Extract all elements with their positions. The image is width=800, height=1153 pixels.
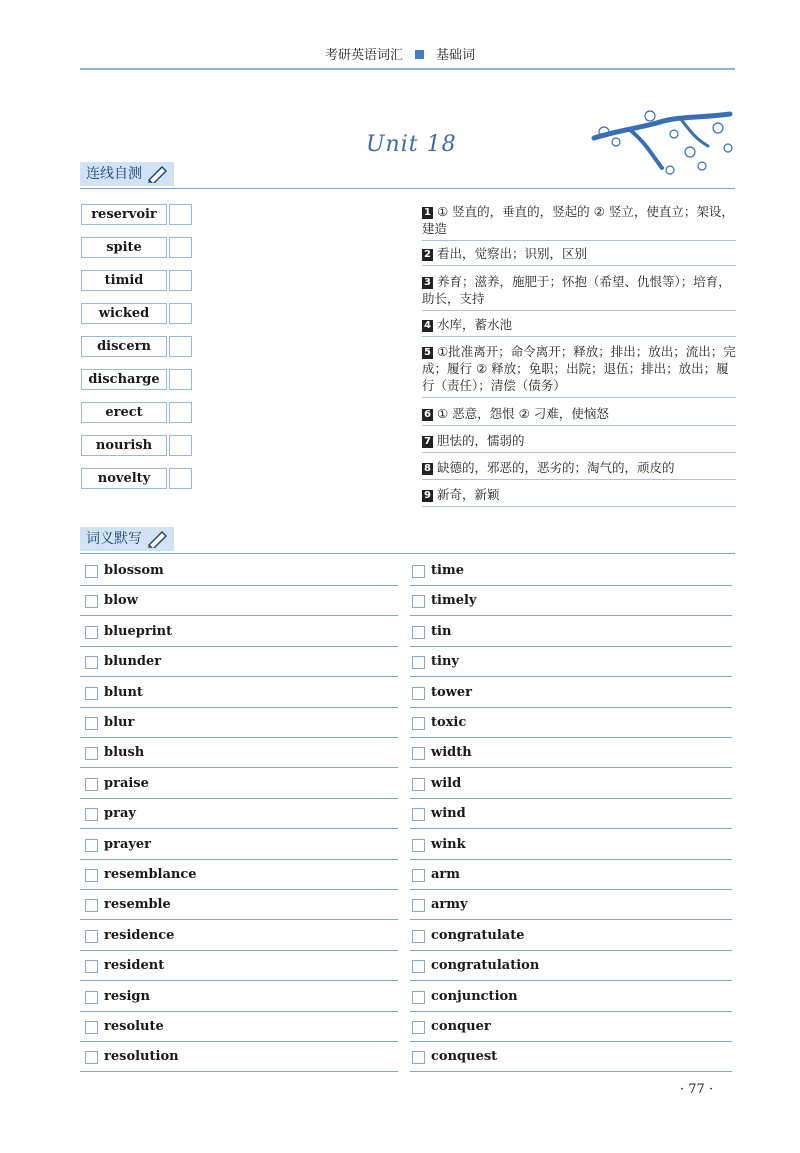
checkbox[interactable] bbox=[85, 808, 98, 821]
row-rule bbox=[410, 615, 732, 616]
dictation-item bbox=[85, 837, 151, 853]
dictation-word: congratulation bbox=[431, 958, 540, 973]
row-rule bbox=[410, 859, 732, 860]
definition-number: 8 bbox=[422, 463, 433, 475]
match-section-title: 连线自测 bbox=[86, 166, 142, 182]
row-rule bbox=[80, 859, 398, 860]
checkbox[interactable] bbox=[412, 778, 425, 791]
match-word-box: wicked bbox=[81, 303, 167, 324]
row-rule bbox=[410, 950, 732, 951]
definition-text: ① 竖直的，垂直的，竖起的 ② 竖立，使直立；架设，建造 bbox=[422, 204, 734, 236]
definition-number: 2 bbox=[422, 249, 433, 261]
dictation-word: tin bbox=[431, 624, 452, 639]
checkbox[interactable] bbox=[412, 839, 425, 852]
definition-text: 养育；滋养，施肥于；怀抱（希望、仇恨等）；培育，助长，支持 bbox=[422, 274, 731, 306]
row-rule bbox=[410, 676, 732, 677]
match-word-box: discharge bbox=[81, 369, 167, 390]
dictation-word: conquer bbox=[431, 1019, 491, 1034]
running-header bbox=[0, 44, 800, 63]
definition-text: 缺德的，邪恶的，恶劣的；淘气的，顽皮的 bbox=[437, 460, 675, 475]
checkbox[interactable] bbox=[412, 747, 425, 760]
checkbox[interactable] bbox=[412, 1021, 425, 1034]
dictation-word: wild bbox=[431, 776, 462, 791]
dictation-item bbox=[85, 867, 197, 883]
match-section-rule bbox=[80, 188, 735, 189]
dictation-item bbox=[412, 989, 518, 1005]
definition-number: 1 bbox=[422, 207, 433, 219]
checkbox[interactable] bbox=[85, 747, 98, 760]
dictation-item bbox=[85, 897, 171, 913]
match-answer-box[interactable] bbox=[169, 204, 192, 225]
checkbox[interactable] bbox=[412, 1051, 425, 1064]
dictation-word: resemblance bbox=[104, 867, 197, 882]
row-rule bbox=[410, 1011, 732, 1012]
checkbox[interactable] bbox=[85, 1021, 98, 1034]
match-word-box: novelty bbox=[81, 468, 167, 489]
match-answer-box[interactable] bbox=[169, 402, 192, 423]
plum-branch-icon bbox=[590, 108, 740, 180]
definition-number: 7 bbox=[422, 436, 433, 448]
dictation-item bbox=[85, 958, 164, 974]
row-rule bbox=[80, 919, 398, 920]
definition-item bbox=[422, 432, 736, 453]
definition-number: 9 bbox=[422, 490, 433, 502]
definition-item bbox=[422, 486, 736, 507]
row-rule bbox=[410, 737, 732, 738]
row-rule bbox=[80, 707, 398, 708]
checkbox[interactable] bbox=[85, 595, 98, 608]
checkbox[interactable] bbox=[85, 869, 98, 882]
checkbox[interactable] bbox=[412, 656, 425, 669]
dictation-word: blow bbox=[104, 593, 138, 608]
definition-text: 胆怯的，懦弱的 bbox=[437, 433, 525, 448]
checkbox[interactable] bbox=[412, 626, 425, 639]
dictation-item bbox=[412, 776, 461, 792]
section-label: 基础词 bbox=[436, 48, 476, 63]
dictation-word: wink bbox=[431, 837, 466, 852]
dictation-item bbox=[85, 1019, 164, 1035]
dictation-item bbox=[85, 685, 143, 701]
dictation-item bbox=[412, 928, 525, 944]
dictation-item bbox=[85, 989, 150, 1005]
dictation-word: conjunction bbox=[431, 989, 518, 1004]
book-title: 考研英语词汇 bbox=[324, 48, 403, 63]
dictation-word: congratulate bbox=[431, 928, 525, 943]
dictation-item bbox=[412, 624, 451, 640]
row-rule bbox=[80, 1041, 398, 1042]
square-bullet-icon bbox=[415, 50, 424, 59]
checkbox[interactable] bbox=[85, 778, 98, 791]
definition-item bbox=[422, 203, 736, 241]
row-rule bbox=[410, 767, 732, 768]
checkbox[interactable] bbox=[85, 1051, 98, 1064]
pencil-icon bbox=[146, 530, 168, 548]
dictation-word: blossom bbox=[104, 563, 164, 578]
dictation-item bbox=[412, 867, 460, 883]
dictation-word: tower bbox=[431, 685, 472, 700]
checkbox[interactable] bbox=[412, 565, 425, 578]
row-rule bbox=[80, 767, 398, 768]
dictation-item bbox=[85, 928, 174, 944]
dictation-item bbox=[85, 1049, 179, 1065]
match-word-box: discern bbox=[81, 336, 167, 357]
row-rule bbox=[80, 737, 398, 738]
dictation-item bbox=[412, 897, 468, 913]
dictation-section-tag bbox=[80, 527, 174, 551]
definition-text: 看出，觉察出；识别，区别 bbox=[437, 246, 588, 261]
checkbox[interactable] bbox=[85, 687, 98, 700]
checkbox[interactable] bbox=[412, 717, 425, 730]
dictation-item bbox=[85, 593, 138, 609]
dictation-item bbox=[412, 715, 466, 731]
dictation-item bbox=[85, 563, 164, 579]
row-rule bbox=[410, 828, 732, 829]
checkbox[interactable] bbox=[85, 991, 98, 1004]
checkbox[interactable] bbox=[85, 656, 98, 669]
checkbox[interactable] bbox=[412, 991, 425, 1004]
dictation-section-rule bbox=[80, 553, 735, 554]
dictation-word: resident bbox=[104, 958, 165, 973]
definition-number: 5 bbox=[422, 347, 433, 359]
match-word-box: erect bbox=[81, 402, 167, 423]
match-section-tag bbox=[80, 162, 174, 186]
checkbox[interactable] bbox=[85, 899, 98, 912]
dictation-word: praise bbox=[104, 776, 149, 791]
dictation-item bbox=[412, 745, 472, 761]
dictation-item bbox=[85, 806, 136, 822]
checkbox[interactable] bbox=[412, 869, 425, 882]
dictation-item bbox=[412, 1019, 491, 1035]
match-answer-box[interactable] bbox=[169, 435, 192, 456]
definition-text: ①批准离开；命令离开；释放；排出；放出；流出；完成；履行 ② 释放；免职；出院；退伍；排出；放出；履行（责任）；清偿（债务） bbox=[422, 344, 736, 393]
checkbox[interactable] bbox=[85, 839, 98, 852]
dictation-word: resign bbox=[104, 989, 150, 1004]
dictation-item bbox=[412, 806, 466, 822]
dictation-word: tiny bbox=[431, 654, 459, 669]
match-answer-box[interactable] bbox=[169, 303, 192, 324]
checkbox[interactable] bbox=[412, 595, 425, 608]
row-rule bbox=[410, 646, 732, 647]
row-rule bbox=[80, 1011, 398, 1012]
checkbox[interactable] bbox=[85, 717, 98, 730]
definition-item bbox=[422, 273, 736, 311]
dictation-word: width bbox=[431, 745, 472, 760]
dictation-word: residence bbox=[104, 928, 175, 943]
dictation-word: time bbox=[431, 563, 464, 578]
row-rule bbox=[80, 646, 398, 647]
dictation-word: blush bbox=[104, 745, 145, 760]
checkbox[interactable] bbox=[85, 960, 98, 973]
dictation-section-title: 词义默写 bbox=[86, 531, 142, 547]
page-number: · 77 · bbox=[680, 1082, 714, 1097]
dictation-item bbox=[85, 624, 172, 640]
match-word-box: spite bbox=[81, 237, 167, 258]
checkbox[interactable] bbox=[412, 808, 425, 821]
definition-item bbox=[422, 459, 736, 480]
row-rule bbox=[410, 585, 732, 586]
checkbox[interactable] bbox=[412, 930, 425, 943]
dictation-word: resolute bbox=[104, 1019, 164, 1034]
row-rule bbox=[80, 950, 398, 951]
match-answer-box[interactable] bbox=[169, 369, 192, 390]
match-word-box: reservoir bbox=[81, 204, 167, 225]
row-rule bbox=[80, 676, 398, 677]
pencil-icon bbox=[146, 165, 168, 183]
dictation-word: conquest bbox=[431, 1049, 498, 1064]
dictation-word: blunder bbox=[104, 654, 162, 669]
row-rule bbox=[80, 1071, 398, 1072]
row-rule bbox=[80, 980, 398, 981]
match-answer-box[interactable] bbox=[169, 336, 192, 357]
dictation-word: army bbox=[431, 897, 468, 912]
dictation-word: prayer bbox=[104, 837, 152, 852]
dictation-word: resolution bbox=[104, 1049, 179, 1064]
row-rule bbox=[410, 889, 732, 890]
match-answer-box[interactable] bbox=[169, 270, 192, 291]
dictation-word: blunt bbox=[104, 685, 143, 700]
row-rule bbox=[80, 798, 398, 799]
dictation-word: resemble bbox=[104, 897, 171, 912]
row-rule bbox=[80, 615, 398, 616]
definition-text: ① 恶意，怨恨 ② 刁难，使恼怒 bbox=[437, 406, 609, 421]
dictation-item bbox=[85, 745, 144, 761]
dictation-item bbox=[412, 837, 466, 853]
dictation-item bbox=[412, 654, 459, 670]
checkbox[interactable] bbox=[85, 565, 98, 578]
checkbox[interactable] bbox=[412, 687, 425, 700]
row-rule bbox=[410, 1071, 732, 1072]
row-rule bbox=[410, 1041, 732, 1042]
dictation-item bbox=[412, 685, 472, 701]
definition-text: 新奇，新颖 bbox=[437, 487, 500, 502]
definition-item bbox=[422, 343, 736, 398]
row-rule bbox=[80, 828, 398, 829]
match-word-box: timid bbox=[81, 270, 167, 291]
definition-text: 水库，蓄水池 bbox=[437, 317, 513, 332]
checkbox[interactable] bbox=[85, 930, 98, 943]
dictation-word: blueprint bbox=[104, 624, 173, 639]
dictation-word: arm bbox=[431, 867, 461, 882]
definition-item bbox=[422, 245, 736, 266]
dictation-word: timely bbox=[431, 593, 477, 608]
row-rule bbox=[410, 919, 732, 920]
match-answer-box[interactable] bbox=[169, 237, 192, 258]
dictation-word: toxic bbox=[431, 715, 467, 730]
definition-number: 4 bbox=[422, 320, 433, 332]
match-word-box: nourish bbox=[81, 435, 167, 456]
dictation-item bbox=[412, 1049, 497, 1065]
definition-item bbox=[422, 405, 736, 426]
definition-item bbox=[422, 316, 736, 337]
row-rule bbox=[410, 980, 732, 981]
definition-number: 6 bbox=[422, 409, 433, 421]
checkbox[interactable] bbox=[85, 626, 98, 639]
dictation-word: wind bbox=[431, 806, 466, 821]
header-rule bbox=[80, 68, 735, 70]
definition-number: 3 bbox=[422, 277, 433, 289]
dictation-item bbox=[412, 593, 476, 609]
dictation-item bbox=[85, 776, 149, 792]
dictation-word: pray bbox=[104, 806, 136, 821]
dictation-item bbox=[85, 654, 161, 670]
row-rule bbox=[410, 798, 732, 799]
match-answer-box[interactable] bbox=[169, 468, 192, 489]
dictation-item bbox=[85, 715, 134, 731]
checkbox[interactable] bbox=[412, 899, 425, 912]
row-rule bbox=[80, 889, 398, 890]
row-rule bbox=[410, 707, 732, 708]
dictation-item bbox=[412, 563, 464, 579]
dictation-word: blur bbox=[104, 715, 135, 730]
unit-title: Unit 18 bbox=[366, 132, 457, 157]
dictation-item bbox=[412, 958, 539, 974]
row-rule bbox=[80, 585, 398, 586]
checkbox[interactable] bbox=[412, 960, 425, 973]
